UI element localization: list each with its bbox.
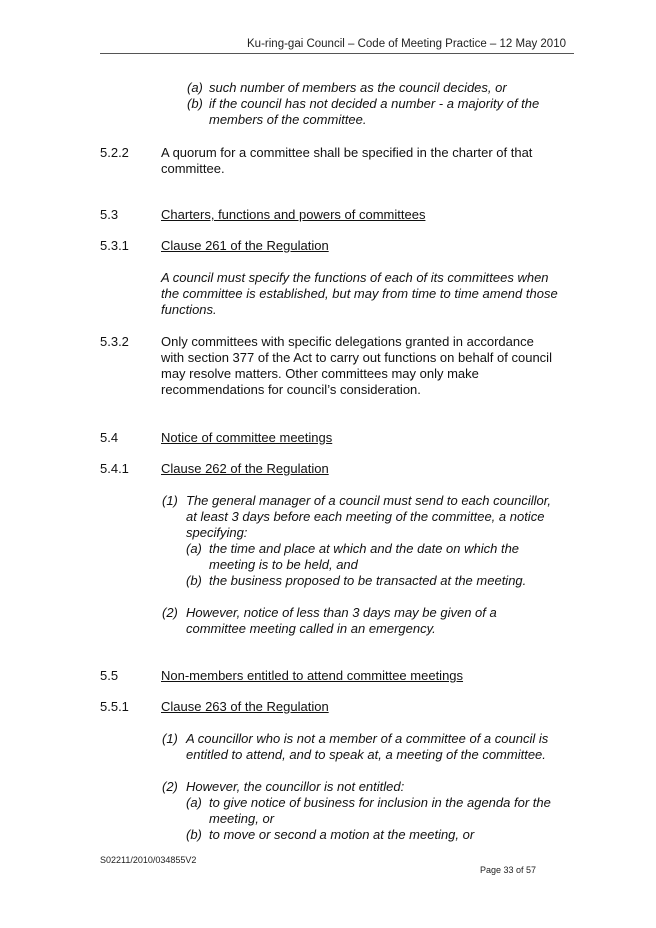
clause-reference: Clause 263 of the Regulation bbox=[161, 699, 329, 714]
section-number: 5.5 bbox=[100, 668, 119, 683]
list-text: if the council has not decided a number - a majority of the members of the committee. bbox=[209, 96, 540, 127]
list-marker: (1) bbox=[162, 731, 178, 746]
clause-number: 5.4.1 bbox=[100, 461, 129, 476]
list-marker: (b) bbox=[186, 573, 202, 588]
page-number: Page 33 of 57 bbox=[480, 865, 537, 875]
list-item-2 bbox=[162, 779, 564, 795]
document-reference: S02211/2010/034855V2 bbox=[100, 855, 197, 865]
regulation-quote: A council must specify the functions of each of its committees when the committee is established, but may from time to time amend those functions. bbox=[161, 270, 558, 317]
list-marker: (a) bbox=[186, 795, 202, 810]
list-marker: (a) bbox=[186, 541, 202, 556]
list-item-b bbox=[186, 573, 566, 589]
list-item-a bbox=[186, 795, 566, 827]
clause-number: 5.2.2 bbox=[100, 145, 129, 160]
list-text: However, the councillor is not entitled: bbox=[186, 779, 405, 794]
list-marker: (a) bbox=[187, 80, 203, 95]
list-marker: (b) bbox=[186, 827, 202, 842]
list-item-b bbox=[187, 96, 562, 128]
section-title: Notice of committee meetings bbox=[161, 430, 333, 445]
list-text: to move or second a motion at the meeting, or bbox=[209, 827, 475, 842]
running-header: Ku-ring-gai Council – Code of Meeting Practice – 12 May 2010 bbox=[100, 38, 574, 54]
section-heading bbox=[100, 207, 480, 223]
clause-number: 5.3.1 bbox=[100, 238, 129, 253]
clause-number: 5.5.1 bbox=[100, 699, 129, 714]
section-number: 5.3 bbox=[100, 207, 119, 222]
clause-number: 5.3.2 bbox=[100, 334, 129, 349]
list-item-a bbox=[187, 80, 567, 96]
list-marker: (2) bbox=[162, 779, 178, 794]
list-marker: (b) bbox=[187, 96, 203, 111]
section-title: Non-members entitled to attend committee meetings bbox=[161, 668, 464, 683]
section-heading bbox=[100, 668, 520, 684]
list-text: The general manager of a council must send to each councillor, at least 3 days before each meeting of the committee, a notice specifying: bbox=[186, 493, 551, 540]
list-text: such number of members as the council decides, or bbox=[209, 80, 507, 95]
clause-text: A quorum for a committee shall be specified in the charter of that committee. bbox=[161, 145, 533, 176]
list-marker: (1) bbox=[162, 493, 178, 508]
list-text: However, notice of less than 3 days may be given of a committee meeting called in an emergency. bbox=[186, 605, 497, 636]
clause-reference: Clause 262 of the Regulation bbox=[161, 461, 329, 476]
list-item-2 bbox=[162, 605, 522, 637]
list-item-a bbox=[186, 541, 546, 573]
list-item-1 bbox=[162, 493, 564, 541]
section-title: Charters, functions and powers of committees bbox=[161, 207, 426, 222]
section-number: 5.4 bbox=[100, 430, 119, 445]
list-text: the time and place at which and the date on which the meeting is to be held, and bbox=[209, 541, 520, 572]
clause-text: Only committees with specific delegations granted in accordance with section 377 of the Act to carry out functions on behalf of council may resolve matters. Other committees may only make recommendations for council’s consideration. bbox=[161, 334, 552, 397]
list-text: the business proposed to be transacted at the meeting. bbox=[209, 573, 527, 588]
section-heading bbox=[100, 430, 480, 446]
clause-reference: Clause 261 of the Regulation bbox=[161, 238, 329, 253]
list-text: to give notice of business for inclusion in the agenda for the meeting, or bbox=[209, 795, 551, 826]
list-marker: (2) bbox=[162, 605, 178, 620]
list-text: A councillor who is not a member of a committee of a council is entitled to attend, and to speak at, a meeting of the committee. bbox=[186, 731, 549, 762]
list-item-1 bbox=[162, 731, 564, 763]
list-item-b bbox=[186, 827, 566, 843]
